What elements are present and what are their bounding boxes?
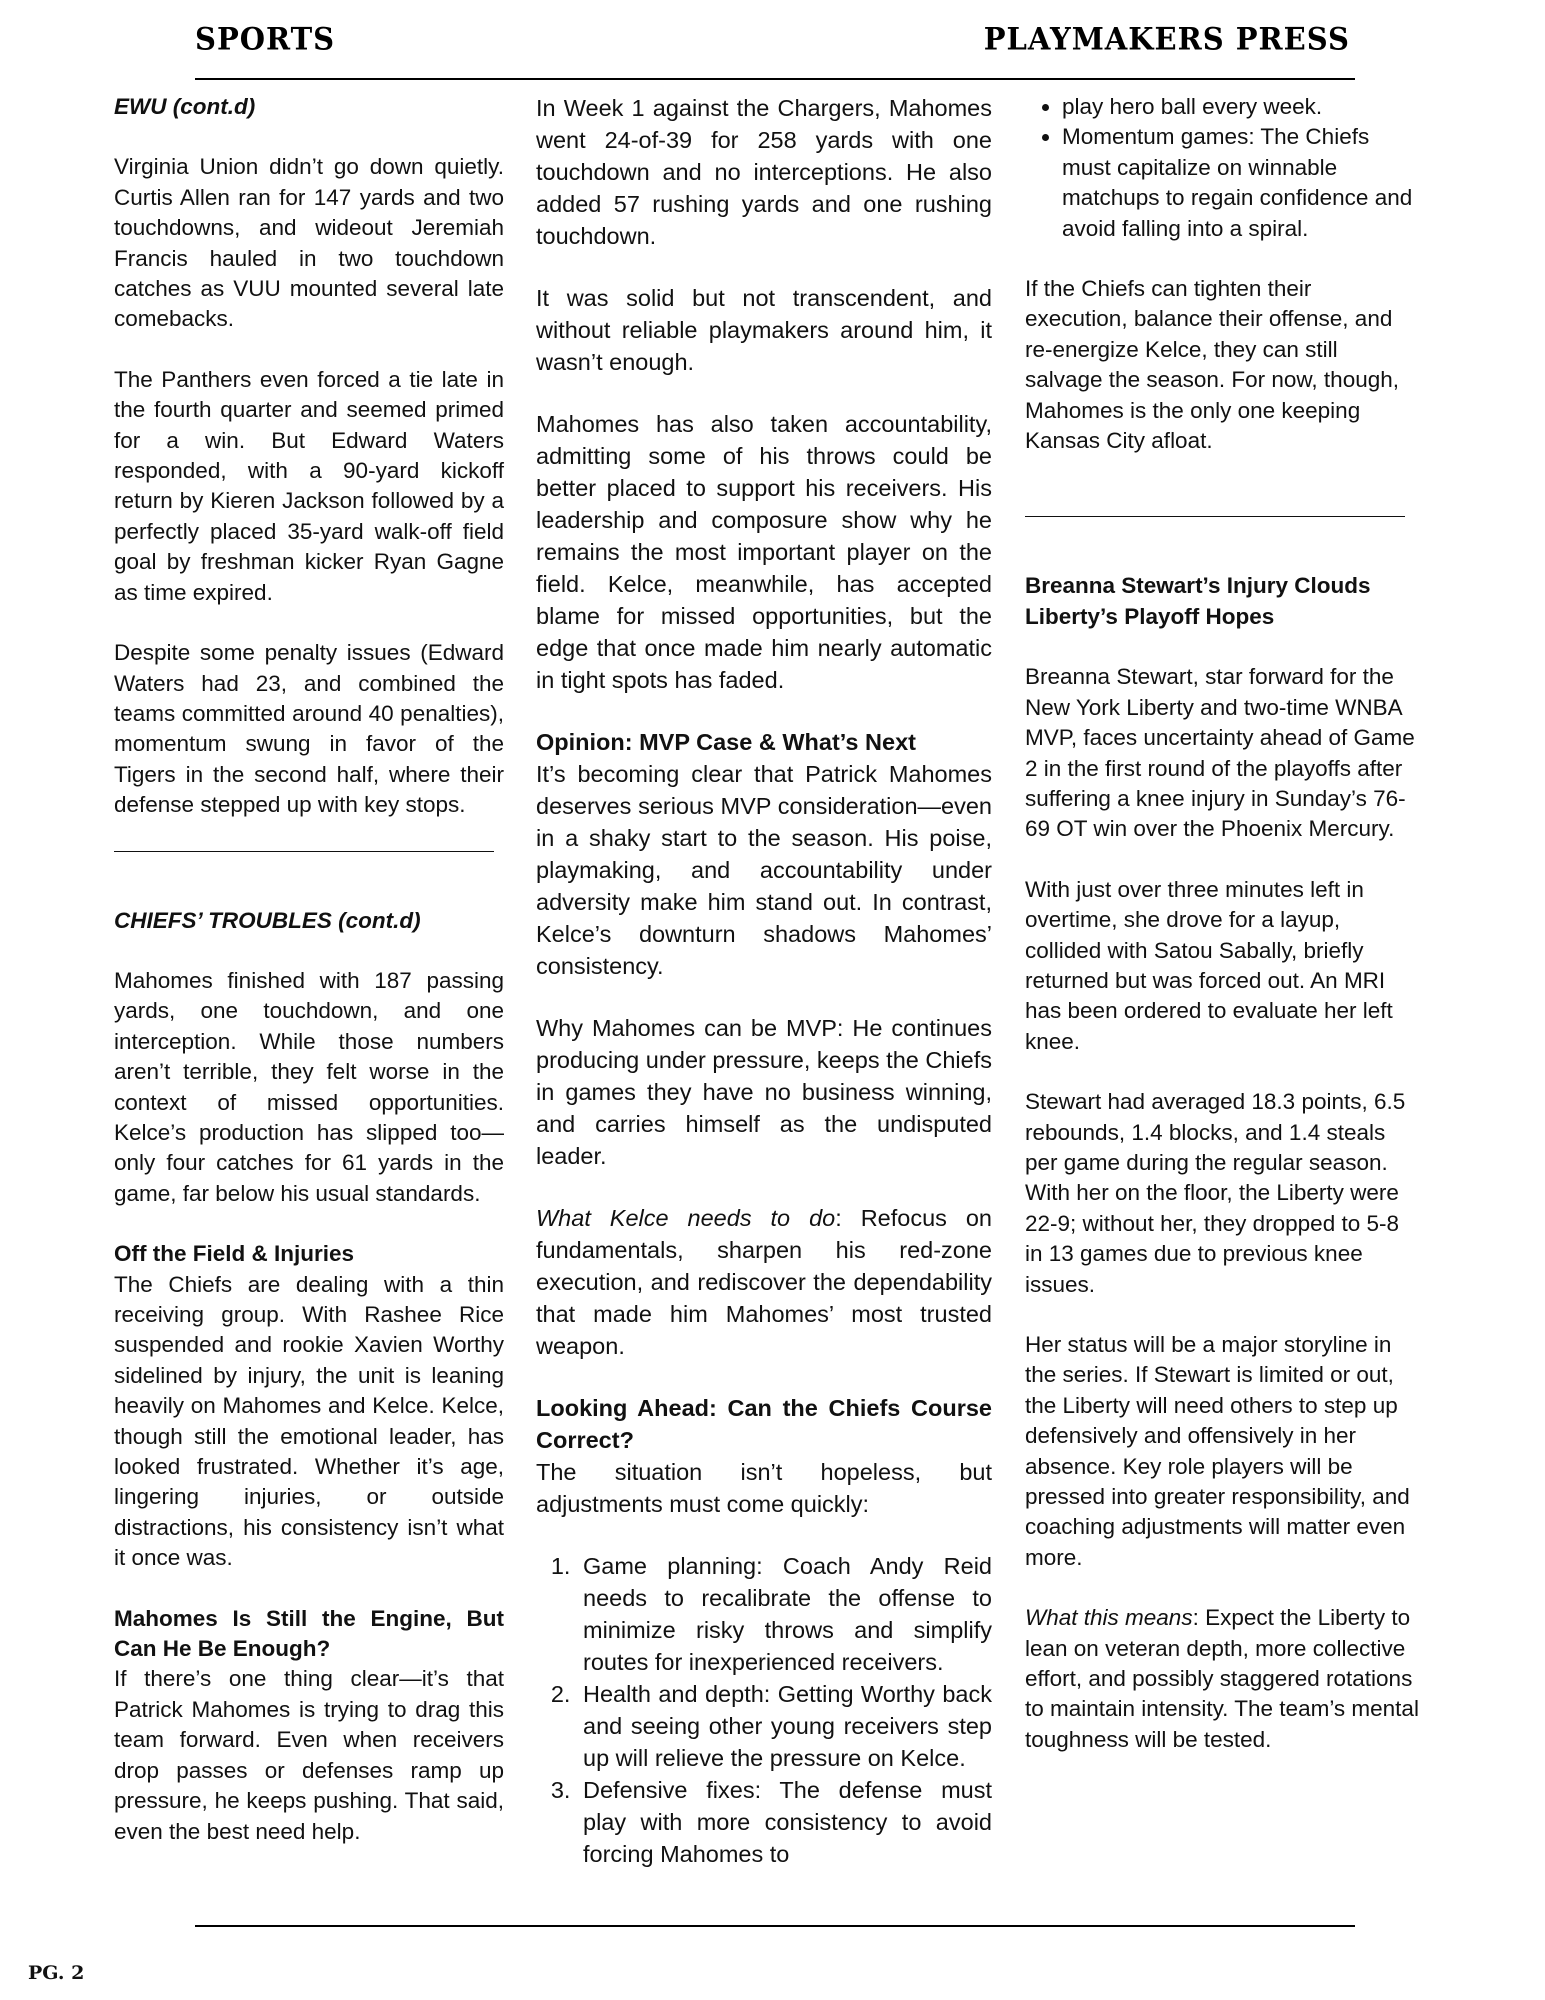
footer-rule: [195, 1925, 1355, 1927]
ewu-paragraph-3: Despite some penalty issues (Edward Waters had 23, and combined the teams committed around 40 penalties), momentum swung in favor of the Tigers in the second half, where their defense stepped up with key stops.: [114, 640, 504, 818]
field-injuries-paragraph: The Chiefs are dealing with a thin receiving group. With Rashee Rice suspended and rookie Xavien Worthy sidelined by injury, the unit is leaning heavily on Mahomes and Kelce. Kelce, though still the emotional leader, has looked frustrated. Whether it’s age, lingering injuries, or outside distractions, his consistency isn’t what it once was.: [114, 1271, 504, 1571]
means-label: What this means: [1025, 1605, 1193, 1631]
why-mvp-paragraph: Why Mahomes can be MVP: He continues producing under pressure, keeps the Chiefs in games they have no business winning, and carries himself as the undisputed leader.: [536, 1015, 992, 1169]
opinion-paragraph: It’s becoming clear that Patrick Mahomes deserves serious MVP consideration—even in a shaky start to the season. His poise, playmaking, and accountability under adversity make him stand out. In contrast, Kelce’s downturn shadows Mahomes’ consistency.: [536, 761, 992, 979]
kelce-paragraph: [536, 1202, 992, 1362]
list-item: 1. Game planning: Coach Andy Reid needs to recalibrate the offense to minimize risky throws and simplify routes for inexperienced receivers.: [577, 1550, 992, 1678]
week1-paragraph: In Week 1 against the Chargers, Mahomes went 24-of-39 for 258 yards with one touchdown and no interceptions. He also added 57 rushing yards and one rushing touchdown.: [536, 95, 992, 249]
article-separator: [1025, 516, 1405, 517]
list-item: 3. Defensive fixes: The defense must play with more consistency to avoid forcing Mahomes to: [577, 1774, 992, 1870]
column-left: [114, 92, 504, 1877]
list-item: • play hero ball every week.: [1062, 92, 1420, 122]
looking-ahead-heading: Looking Ahead: Can the Chiefs Course Correct?: [536, 1395, 992, 1453]
adjustments-list: [536, 1550, 992, 1870]
article-separator: [114, 851, 494, 852]
chiefs-closing-paragraph: If the Chiefs can tighten their execution, balance their offense, and re-energize Kelce, they can still salvage the season. For now, though, Mahomes is the only one keeping Kansas City afloat.: [1025, 276, 1399, 454]
looking-ahead-paragraph: The situation isn’t hopeless, but adjustments must come quickly:: [536, 1459, 992, 1517]
accountability-paragraph: Mahomes has also taken accountability, admitting some of his throws could be better placed to support his receivers. His leadership and composure show why he remains the most important player on the field. Kelce, meanwhile, has accepted blame for missed opportunities, but the edge that once made him nearly automatic in tight spots has faded.: [536, 411, 992, 693]
field-injuries-heading: Off the Field & Injuries: [114, 1241, 355, 1267]
what-this-means-paragraph: [1025, 1603, 1420, 1755]
stewart-heading: Breanna Stewart’s Injury Clouds Liberty’s Playoff Hopes: [1025, 573, 1371, 629]
stewart-paragraph-2: With just over three minutes left in overtime, she drove for a layup, collided with Satou Sabally, briefly returned but was forced out. An MRI has been ordered to evaluate her left knee.: [1025, 876, 1393, 1054]
section-title: SPORTS: [195, 21, 336, 57]
stewart-paragraph-1: Breanna Stewart, star forward for the New York Liberty and two-time WNBA MVP, faces uncertainty ahead of Game 2 in the first round of the playoffs after suffering a knee injury in Sunday’s 76-69 OT win over the Phoenix Mercury.: [1025, 664, 1415, 842]
ewu-paragraph-1: Virginia Union didn’t go down quietly. Curtis Allen ran for 147 yards and two touchdowns, and wideout Jeremiah Francis hauled in two touchdown catches as VUU mounted several late comebacks.: [114, 154, 504, 332]
opinion-heading: Opinion: MVP Case & What’s Next: [536, 729, 916, 755]
header-rule: [195, 78, 1355, 80]
kelce-label: What Kelce needs to do: [536, 1205, 836, 1231]
column-middle: [536, 92, 992, 1870]
engine-paragraph: If there’s one thing clear—it’s that Patrick Mahomes is trying to drag this team forward. Even when receivers drop passes or defenses ramp up pressure, he keeps pushing. That said, even the best need help.: [114, 1666, 504, 1844]
publication-title: PLAYMAKERS PRESS: [983, 21, 1350, 57]
ewu-heading: EWU (cont.d): [114, 94, 256, 119]
solid-paragraph: It was solid but not transcendent, and without reliable playmakers around him, it wasn’t enough.: [536, 285, 992, 375]
stewart-paragraph-4: Her status will be a major storyline in the series. If Stewart is limited or out, the Liberty will need others to step up defensively and offensively in her absence. Key role players will be pressed into greater responsibility, and coaching adjustments will matter even more.: [1025, 1332, 1410, 1570]
chiefs-paragraph-1: Mahomes finished with 187 passing yards, one touchdown, and one interception. While those numbers aren’t terrible, they felt worse in the context of missed opportunities. Kelce’s production has slipped too—only four catches for 61 yards in the game, far below his usual standards.: [114, 967, 504, 1206]
column-right: [1025, 92, 1420, 1785]
means-text: : Expect the Liberty to lean on veteran depth, more collective effort, and possibly staggered rotations to maintain intensity. The team’s mental toughness will be tested.: [1025, 1605, 1419, 1752]
stewart-paragraph-3: Stewart had averaged 18.3 points, 6.5 rebounds, 1.4 blocks, and 1.4 steals per game during the regular season. With her on the floor, the Liberty were 22-9; without her, they dropped to 5-8 in 13 games due to previous knee issues.: [1025, 1089, 1406, 1297]
kelce-text: : Refocus on fundamentals, sharpen his red-zone execution, and rediscover the dependability that made him Mahomes’ most trusted weapon.: [536, 1205, 993, 1359]
chiefs-heading: CHIEFS’ TROUBLES (cont.d): [114, 907, 421, 933]
engine-heading: Mahomes Is Still the Engine, But Can He Be Enough?: [114, 1605, 504, 1662]
page-number: PG. 2: [28, 1962, 85, 1984]
ewu-paragraph-2: The Panthers even forced a tie late in the fourth quarter and seemed primed for a win. But Edward Waters responded, with a 90-yard kickoff return by Kieren Jackson followed by a perfectly placed 35-yard walk-off field goal by freshman kicker Ryan Gagne as time expired.: [114, 366, 504, 605]
continued-bullet-list: [1025, 92, 1420, 244]
list-item: • Momentum games: The Chiefs must capitalize on winnable matchups to regain confidence and avoid falling into a spiral.: [1062, 122, 1420, 244]
list-item: 2. Health and depth: Getting Worthy back and seeing other young receivers step up will relieve the pressure on Kelce.: [577, 1678, 992, 1774]
